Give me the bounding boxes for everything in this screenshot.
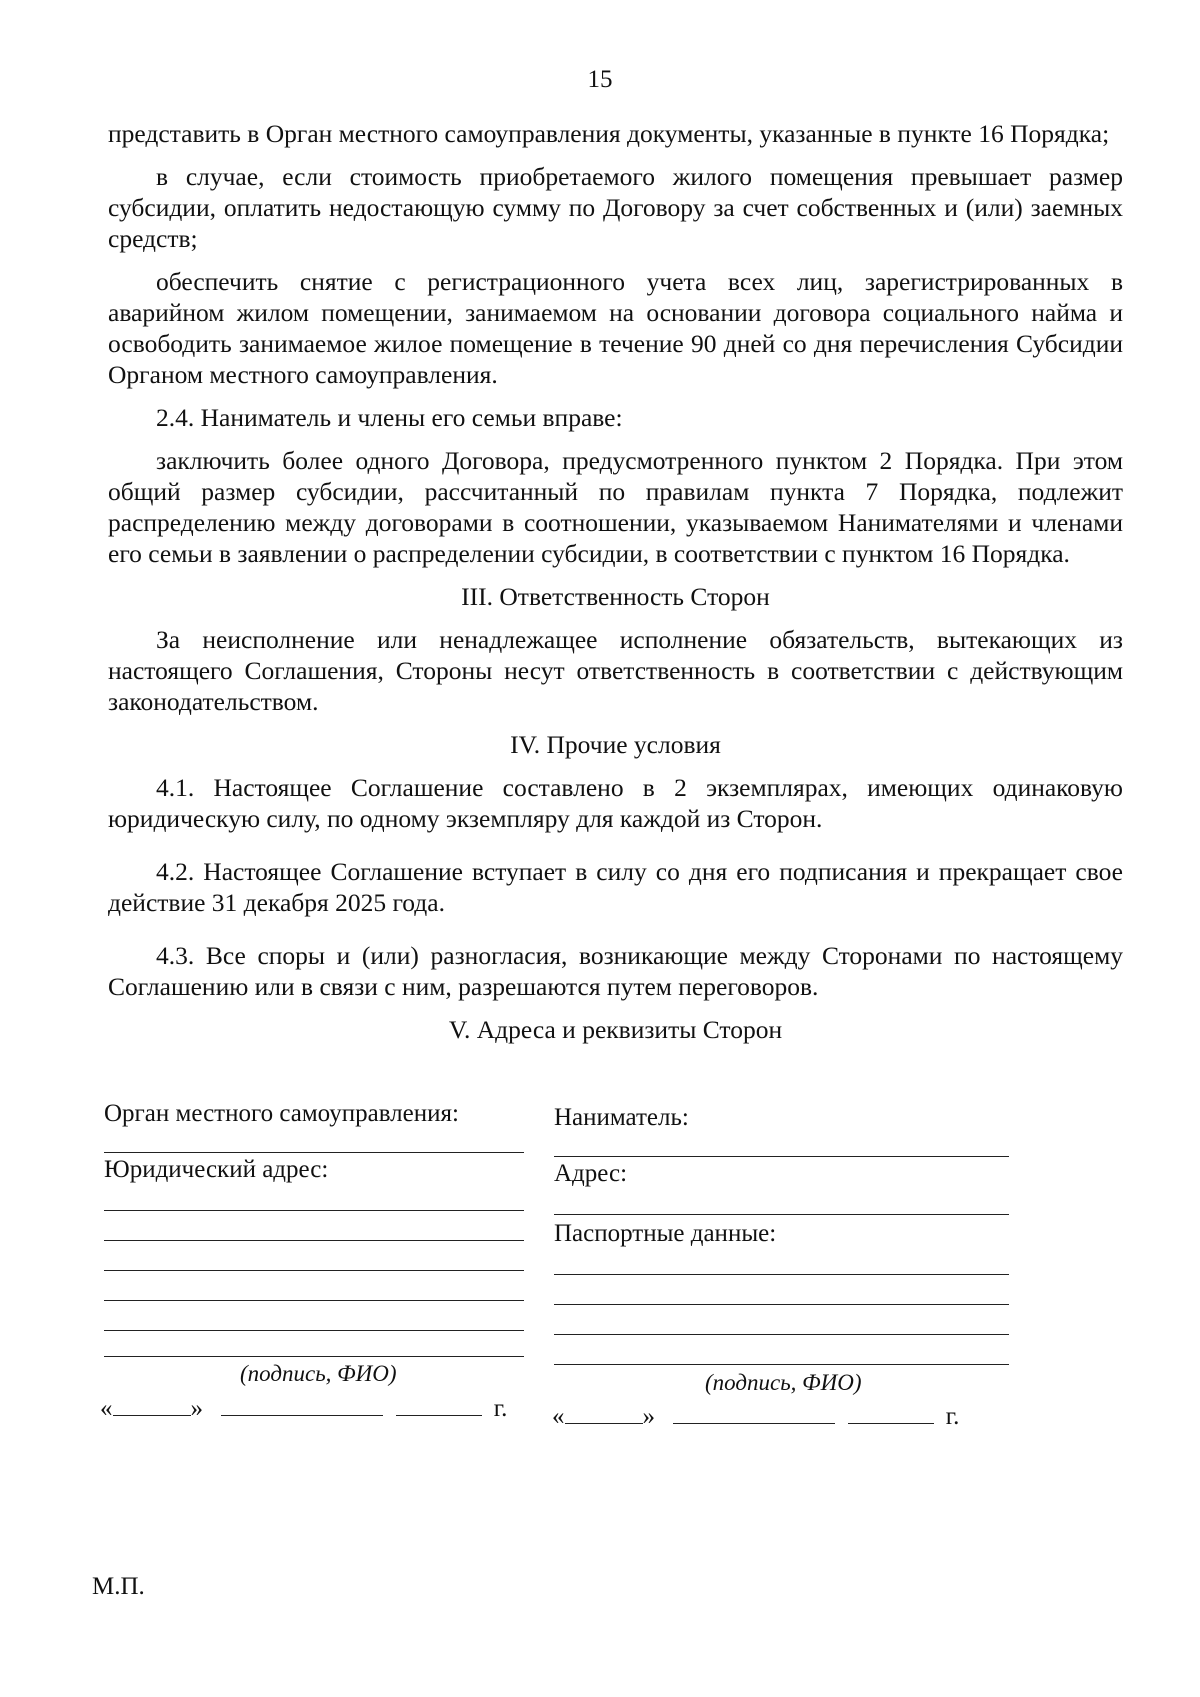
right-passport-line (554, 1334, 1009, 1335)
stamp-place-label: М.П. (92, 1573, 145, 1600)
left-signature-line (104, 1356, 524, 1357)
left-signature-caption: (подпись, ФИО) (240, 1361, 397, 1386)
right-address-line (554, 1214, 1009, 1215)
right-date-close-quote: » (642, 1403, 655, 1430)
right-name-line (554, 1156, 1009, 1157)
right-date-year-blank (848, 1401, 934, 1424)
right-signature-line (554, 1364, 1009, 1365)
left-address-line (104, 1270, 524, 1271)
left-date-year-blank (396, 1393, 482, 1416)
right-date-year-suffix: г. (945, 1403, 960, 1430)
agreement-body (108, 118, 1123, 1057)
right-passport-line (554, 1274, 1009, 1275)
left-date-open-quote: « (100, 1395, 113, 1422)
right-date-open-quote: « (552, 1403, 565, 1430)
left-date-month-blank (221, 1393, 383, 1416)
left-date-day-blank (113, 1393, 191, 1416)
right-date-field (552, 1401, 959, 1431)
right-party-title: Наниматель: (554, 1104, 689, 1131)
paragraph-2-4: 2.4. Наниматель и члены его семьи вправе: (156, 403, 623, 432)
section-heading-other-terms: IV. Прочие условия (510, 730, 721, 759)
left-party-title: Орган местного самоуправления: (104, 1100, 459, 1127)
paragraph-4-1: 4.1. Настоящее Соглашение составлено в 2 экземплярах, имеющих одинаковую юридическую силу, по одному экземпляру для каждой из Сторон. (108, 773, 1123, 833)
paragraph-4-3: 4.3. Все споры и (или) разногласия, возникающие между Сторонами по настоящему Соглашению или в связи с ним, разрешаются путем переговоров. (108, 941, 1123, 1001)
left-date-close-quote: » (190, 1395, 203, 1422)
right-signature-caption: (подпись, ФИО) (705, 1370, 862, 1395)
section-heading-responsibility: III. Ответственность Сторон (461, 582, 770, 611)
right-date-day-blank (565, 1401, 643, 1424)
left-address-line (104, 1300, 524, 1301)
right-date-month-blank (673, 1401, 835, 1424)
right-passport-label: Паспортные данные: (554, 1220, 777, 1247)
left-address-line (104, 1240, 524, 1241)
paragraph-4-2: 4.2. Настоящее Соглашение вступает в силу со дня его подписания и прекращает свое действие 31 декабря 2025 года. (108, 857, 1123, 917)
right-address-label: Адрес: (554, 1160, 628, 1187)
left-date-field (100, 1393, 507, 1423)
right-passport-line (554, 1304, 1009, 1305)
left-date-year-suffix: г. (493, 1395, 508, 1422)
paragraph-multiple-contracts: заключить более одного Договора, предусмотренного пунктом 2 Порядка. При этом общий размер субсидии, рассчитанный по правилам пункта 7 Порядка, подлежит распределению между договорами в соотношении, указываемом Нанимателями и членами его семьи в заявлении о распределении субсидии, в соответствии с пунктом 16 Порядка. (108, 446, 1123, 568)
left-name-line (104, 1152, 524, 1153)
paragraph-documents: представить в Орган местного самоуправления документы, указанные в пункте 16 Порядка; (108, 119, 1110, 148)
paragraph-responsibility: За неисполнение или ненадлежащее исполнение обязательств, вытекающих из настоящего Соглашения, Стороны несут ответственность в соответствии с действующим законодательством. (108, 625, 1123, 716)
page-number: 15 (587, 66, 613, 93)
section-heading-addresses: V. Адреса и реквизиты Сторон (448, 1015, 783, 1044)
paragraph-price-excess: в случае, если стоимость приобретаемого жилого помещения превышает размер субсидии, оплатить недостающую сумму по Договору за счет собственных и (или) заемных средств; (108, 162, 1123, 253)
left-address-label: Юридический адрес: (104, 1156, 329, 1183)
left-address-line (104, 1330, 524, 1331)
left-address-line (104, 1210, 524, 1211)
paragraph-deregistration: обеспечить снятие с регистрационного учета всех лиц, зарегистрированных в аварийном жилом помещении, занимаемом на основании договора социального найма и освободить занимаемое жилое помещение в течение 90 дней со дня перечисления Субсидии Органом местного самоуправления. (108, 267, 1123, 389)
